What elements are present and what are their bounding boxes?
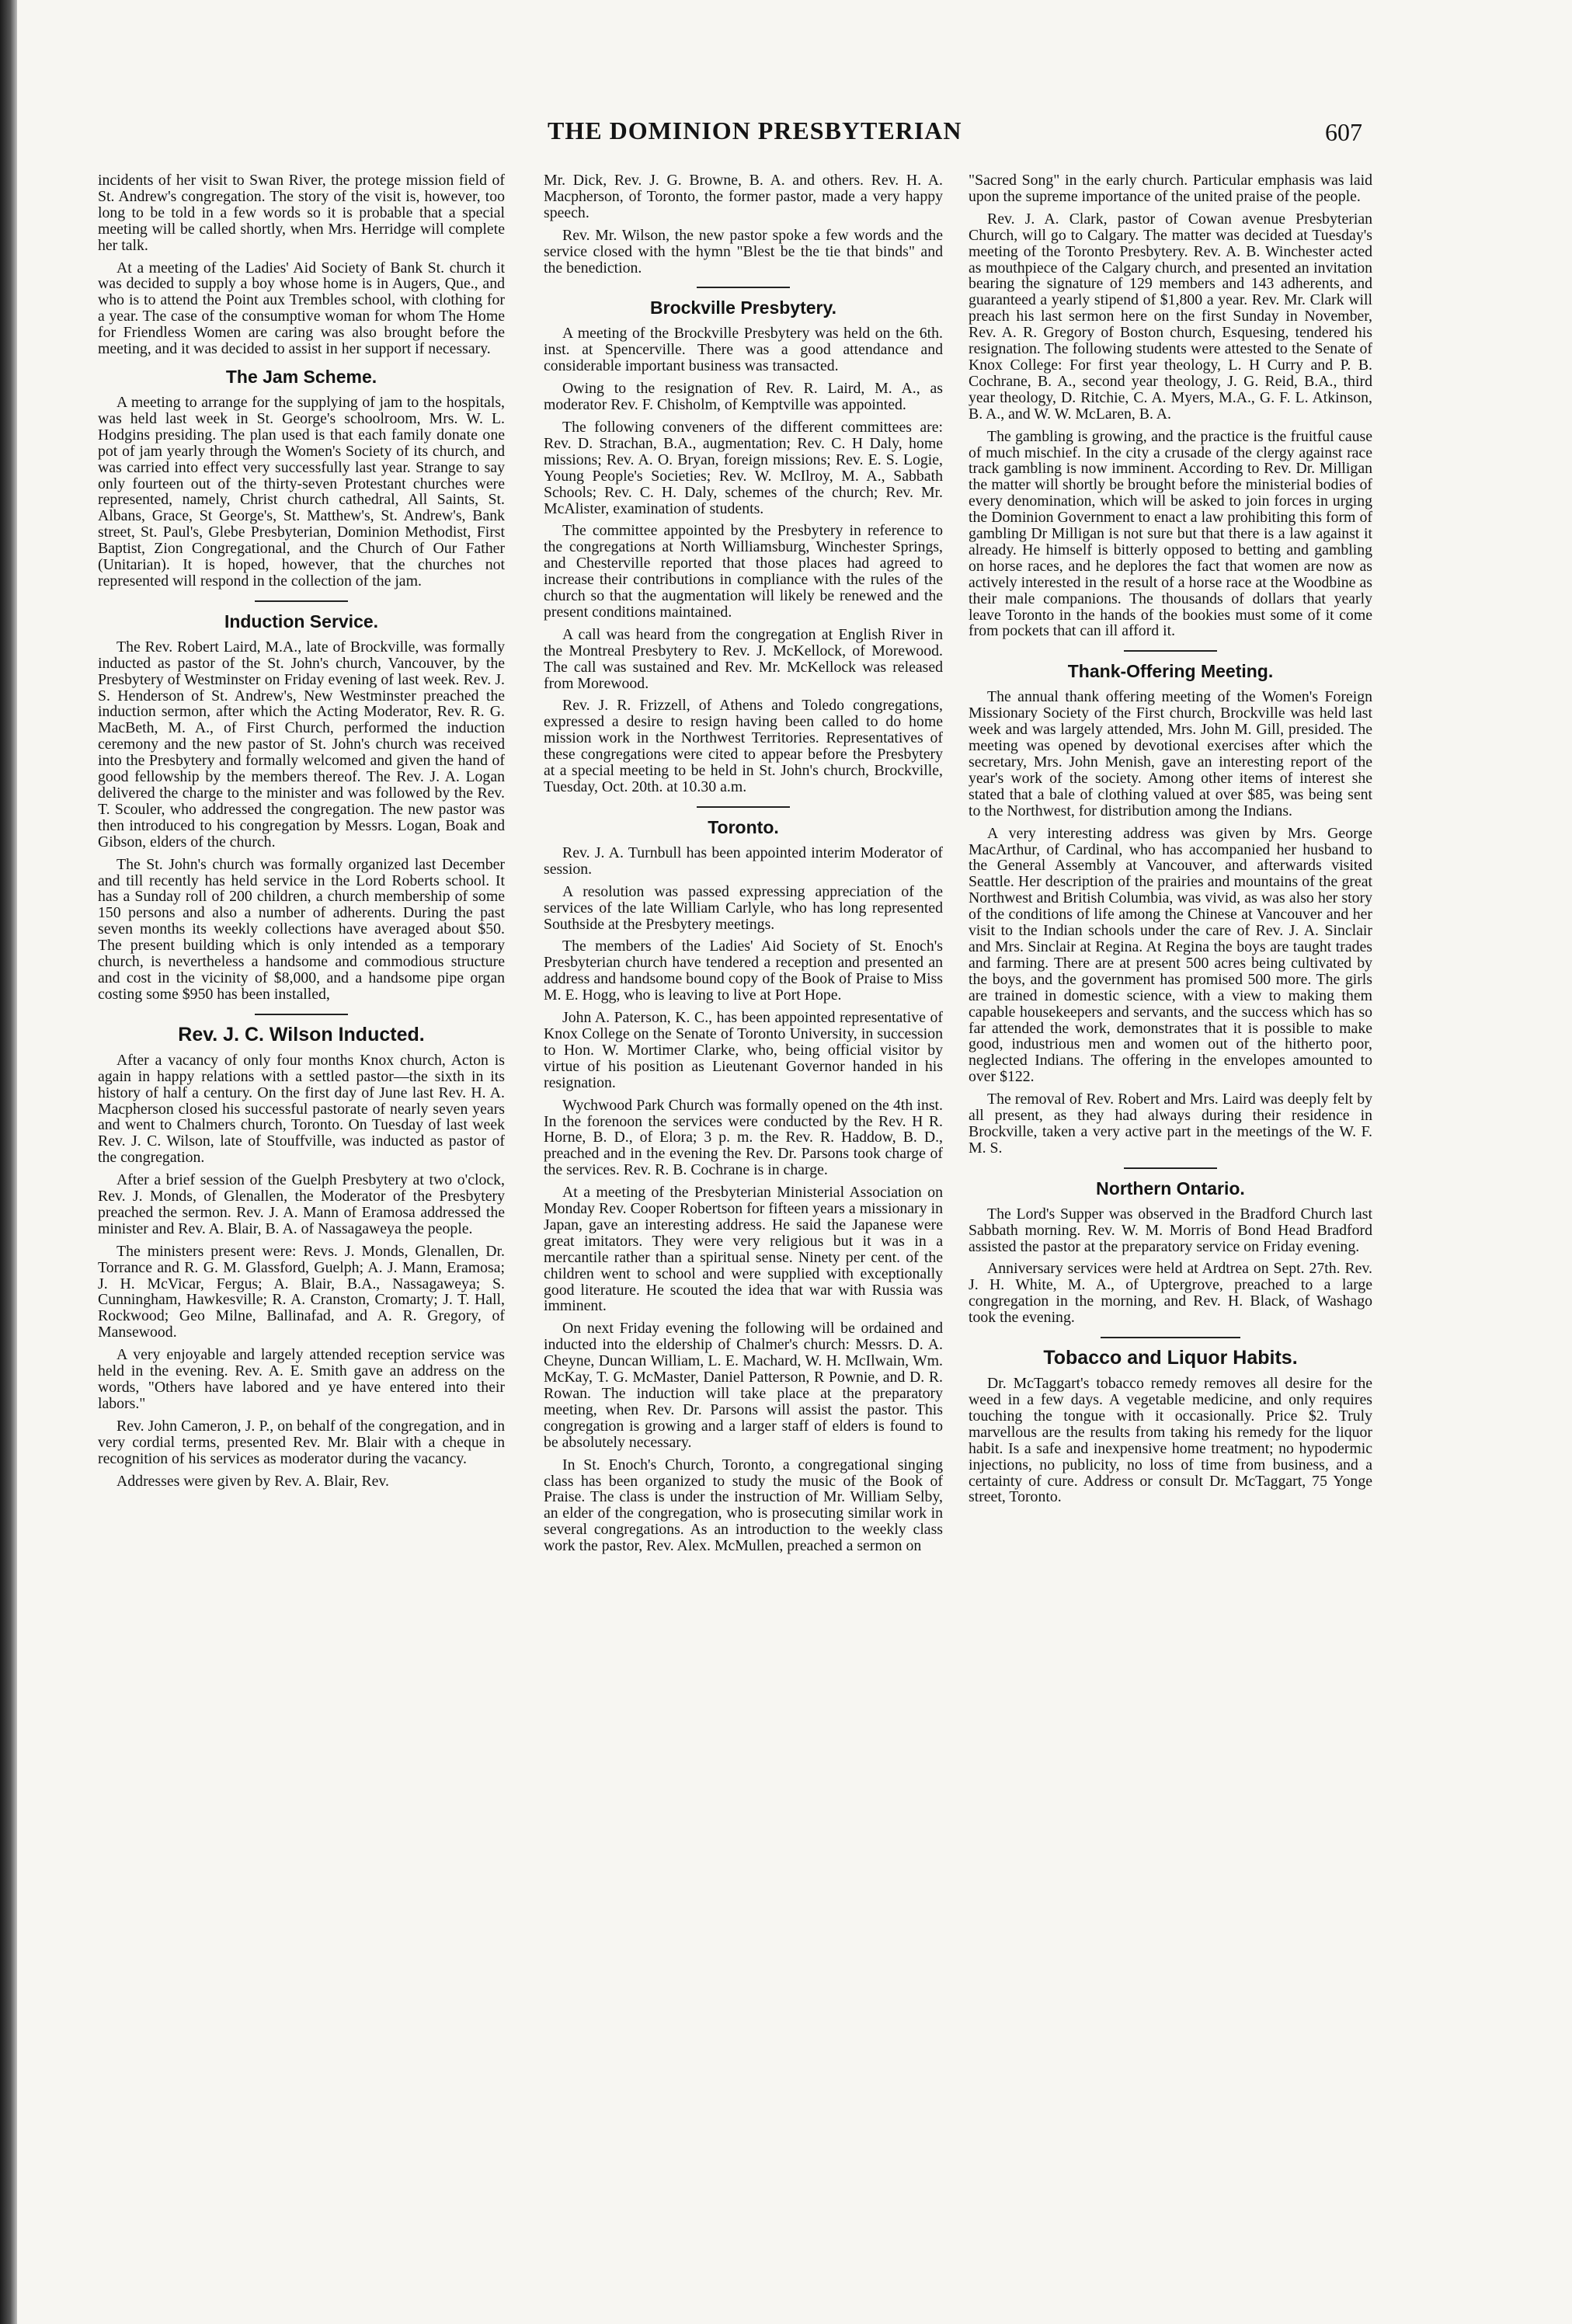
paragraph: Dr. McTaggart's tobacco remedy removes all desire for the weed in a few days. A vegetable medicine, and only requires touching the tongue with it occasionally. Price $2. Truly marvellous are the results from taking his remedy for the liquor habit. Is a safe and inexpensive home treatment; no hypodermic injections, no publicity, no loss of time from business, and a certainty of cure. Address or consult Dr. McTaggart, 75 Yonge street, Toronto. [969,1375,1372,1506]
column-2 [544,172,943,1560]
section-divider [255,1014,348,1015]
paragraph: The removal of Rev. Robert and Mrs. Laird was deeply felt by all present, as they had always during their residence in Brockville, taken a very active part in the meetings of the W. F. M. S. [969,1091,1372,1157]
page-number: 607 [1325,118,1362,146]
paragraph: Anniversary services were held at Ardtrea on Sept. 27th. Rev. J. H. White, M. A., of Uptergrove, preached to a large congregation in the morning, and Rev. H. Black, of Washago took the evening. [969,1260,1372,1327]
paragraph: The Lord's Supper was observed in the Bradford Church last Sabbath morning. Rev. W. M. Morris of Bond Head Bradford assisted the pastor at the preparatory service on Friday evening. [969,1205,1372,1255]
masthead: THE DOMINION PRESBYTERIAN [548,117,962,144]
section-divider [1124,1167,1217,1169]
column-3 [969,172,1372,1512]
paragraph: Rev. J. R. Frizzell, of Athens and Toledo congregations, expressed a desire to resign having been called to do home mission work in the Northwest Territories. Representatives of these congregations were cited to appear before the Presbytery at a special meeting to be held in St. John's church, Brockville, Tuesday, Oct. 20th. at 10.30 a.m. [544,697,943,795]
paragraph: "Sacred Song" in the early church. Particular emphasis was laid upon the supreme importance of the united praise of the people. [969,172,1372,205]
paragraph: The St. John's church was formally organized last December and till recently has held service in the Lord Roberts school. It has a Sunday roll of 200 children, a church membership of some 150 persons and also a number of adherents. During the past seven months its weekly collections have averaged about $50. The present building which is only intended as a temporary church, is nevertheless a handsome and commodious structure and cost in the vicinity of $8,000, and a handsome pipe organ costing some $950 has been installed, [98,855,505,1003]
section-divider [697,806,790,808]
section-divider [1101,1337,1240,1338]
paragraph: Wychwood Park Church was formally opened on the 4th inst. In the forenoon the services were conducted by the Rev. H R. Horne, B. D., of Elora; 3 p. m. the Rev. R. Haddow, B. D., preached and in the evening the Rev. Dr. Parsons took charge of the services. Rev. R. B. Cochrane is in charge. [544,1096,943,1179]
paragraph: incidents of her visit to Swan River, the protege mission field of St. Andrew's congregation. The story of the visit is, however, too long to be told in a few words so it is probable that a special meeting will be called shortly, when Mrs. Herridge will complete her talk. [98,172,505,254]
column-1 [98,172,505,1495]
paragraph: After a vacancy of only four months Knox church, Acton is again in happy relations with a settled pastor—the sixth in its history of half a century. On the first day of June last Rev. H. A. Macpherson closed his successful pastorate of nearly seven years and went to Chalmers church, Toronto. On Tuesday of last week Rev. J. C. Wilson, late of Stouffville, was inducted as pastor of the congregation. [98,1051,505,1167]
paragraph: The Rev. Robert Laird, M.A., late of Brockville, was formally inducted as pastor of the St. John's church, Vancouver, by the Presbytery of Westminster on Friday evening of last week. Rev. J. S. Henderson of St. Andrew's, New Westminster preached the induction sermon, after which the Acting Moderator, Rev. R. G. MacBeth, M. A., of First Church, performed the induction ceremony and the new pastor of St. John's church was received into the Presbytery and formally welcomed and given the hand of good fellowship by the members thereof. The Rev. J. A. Logan delivered the charge to the minister and was followed by the Rev. T. Scouler, who addressed the congregation. The new pastor was then introduced to his congregation by Messrs. Logan, Boak and Gibson, elders of the church. [98,638,505,851]
paragraph: Addresses were given by Rev. A. Blair, Rev. [117,1472,389,1490]
paragraph: The gambling is growing, and the practice is the fruitful cause of much mischief. In the city a crusade of the clergy against race track gambling is now imminent. According to Rev. Dr. Milligan the matter will shortly be brought before the ministerial bodies of every denomination, which will be asked to join forces in urging the Dominion Government to enact a law prohibiting this form of gambling Dr Milligan is not sure but that there is a law against it already. He himself is bitterly opposed to betting and gambling on horse races, and he deplores the fact that women are now as actively interested in the result of a horse race at the Woodbine as their male companions. The thousands of dollars that yearly leave Toronto in the hands of the bookies must some of it come from pockets that can ill afford it. [969,427,1372,640]
heading-wilson-inducted: Rev. J. C. Wilson Inducted. [178,1023,425,1045]
page-edge-shadow [0,0,17,2324]
paragraph: In St. Enoch's Church, Toronto, a congregational singing class has been organized to study the music of the Book of Praise. The class is under the instruction of Mr. William Selby, an elder of the congregation, who is prosecuting similar work in several congregations. As an introduction to the weekly class work the pastor, Rev. Alex. McMullen, preached a sermon on [544,1456,943,1555]
paragraph: The ministers present were: Revs. J. Monds, Glenallen, Dr. Torrance and R. G. M. Glassford, Guelph; A. J. Mann, Eramosa; J. H. McVicar, Fergus; A. Blair, B.A., Nassagaweya; S. Cunningham, Hawkesville; R. A. Cranston, Cromarty; J. T. Hall, Rockwood; Geo Milne, Ballinafad, and A. R. Gregory, of Mansewood. [98,1242,505,1341]
heading-tobacco-liquor: Tobacco and Liquor Habits. [1043,1347,1298,1369]
heading-jam-scheme: The Jam Scheme. [225,366,377,387]
paragraph: On next Friday evening the following will be ordained and inducted into the eldership of Chalmer's church: Messrs. D. A. Cheyne, Duncan William, L. E. Machard, W. H. McIlwain, Wm. McKay, T. G. McMaster, Daniel Patterson, R Pownie, and D. R. Rowan. The induction will take place at the preparatory meeting, when Rev. Dr. Parsons will assist the pastor. This congregation is growing and a larger staff of elders is found to be absolutely necessary. [544,1320,943,1451]
heading-brockville-presbytery: Brockville Presbytery. [650,297,836,318]
paragraph: At a meeting of the Presbyterian Ministerial Association on Monday Rev. Cooper Robertson for fifteen years a missionary in Japan, gave an interesting address. He said the Japanese were great imitators. They were very religious but it was in a mercantile rather than a spiritual sense. Ninety per cent. of the children went to school and were supplied with exceptionally good literature. He scouted the idea that war with Russia was imminent. [544,1184,943,1315]
paragraph: The committee appointed by the Presbytery in reference to the congregations at North Williamsburg, Winchester Springs, and Chesterville reported that those places had agreed to increase their contributions in compliance with the rules of the church so that the augmentation will likely be renewed and the present conditions maintained. [544,522,943,621]
paragraph: The annual thank offering meeting of the Women's Foreign Missionary Society of the First church, Brockville was held last week and was largely attended, Mrs. John M. Gill, presided. The meeting was opened by devotional exercises after which the secretary, Mrs. John Menish, gave an interesting report of the year's work of the society. Among other items of interest she stated that a bale of clothing valued at over $85, was being sent to the Northwest, for distribution among the Indians. [969,688,1372,819]
paragraph: A call was heard from the congregation at English River in the Montreal Presbytery to Rev. J. McKellock, of Morewood. The call was sustained and Rev. Mr. McKellock was released from Morewood. [544,625,943,692]
paragraph: A very enjoyable and largely attended reception service was held in the evening. Rev. A. E. Smith gave an address on the words, "Others have labored and ye have entered into their labors." [98,1346,505,1412]
paragraph: A very interesting address was given by Mrs. George MacArthur, of Cardinal, who has accompanied her husband to the General Assembly at Vancouver, and afterwards visited Seattle. Her description of the prairies and mountains of the great Northwest and British Columbia, was vivid, as was also her story of the conditions of life among the Chinese at Vancouver and her visit to the Indian schools under the care of Rev. J. A. Sinclair and Mrs. Sinclair at Regina. At Regina the boys are taught trades and farming. There are at present 500 acres being cultivated by the boys, and the government has promised 500 more. The girls are trained in domestic science, with a view to making them capable housekeepers and servants, and the success which has so far attended the work, demonstrates that it is possible to make good, industrious men and women out of the hitherto poor, neglected Indians. The offering in the envelopes amounted to over $122. [969,824,1372,1086]
paragraph: Rev. J. A. Turnbull has been appointed interim Moderator of session. [544,844,943,878]
paragraph: A resolution was passed expressing appreciation of the services of the late William Carlyle, who has long represented Southside at the Presbytery meetings. [544,882,943,933]
paragraph: At a meeting of the Ladies' Aid Society of Bank St. church it was decided to supply a boy whose home is in Augers, Que., and who is to attend the Point aux Trembles school, with clothing for a year. The case of the consumptive woman for whom The Home for Friendless Women are caring was also brought before the meeting, and it was decided to assist in her support if necessary. [98,259,505,358]
paragraph: A meeting to arrange for the supplying of jam to the hospitals, was held last week in St. George's schoolroom, Mrs. W. L. Hodgins presiding. The plan used is that each family donate one pot of jam yearly through the Women's Society of its church, and was carried into effect very successfully last year. Strange to say only fourteen out of the thirty-seven Protestant churches were represented, namely, Christ church cathedral, All Saints, St. Albans, Grace, St George's, St. Matthew's, St. Andrew's, Bank street, St. Paul's, Glebe Presbyterian, Dominion Methodist, First Baptist, Zion Congregational, and the Church of Our Father (Unitarian). It is hoped, however, that the churches not represented will respond in the collection of the jam. [98,393,505,590]
paragraph: Rev. Mr. Wilson, the new pastor spoke a few words and the service closed with the hymn "Blest be the tie that binds" and the benediction. [544,226,943,277]
page-header [0,117,1572,155]
paragraph: Rev. John Cameron, J. P., on behalf of the congregation, and in very cordial terms, presented Rev. Mr. Blair with a cheque in recognition of his services as moderator during the vacancy. [98,1417,505,1467]
paragraph: John A. Paterson, K. C., has been appointed representative of Knox College on the Senate of Toronto University, in succession to Hon. W. Mortimer Clarke, who, being official visitor by virtue of his position as Lieutenant Governor handed in his resignation. [544,1009,943,1091]
heading-thank-offering: Thank-Offering Meeting. [1067,661,1274,682]
section-divider [697,287,790,288]
section-divider [1124,650,1217,652]
heading-induction-service: Induction Service. [224,611,379,631]
paragraph: The following conveners of the different committees are: Rev. D. Strachan, B.A., augmentation; Rev. C. H Daly, home missions; Rev. A. O. Bryan, foreign missions; Rev. E. S. Logie, Young People's Societies; Rev. W. McIlroy, M. A., Sabbath Schools; Rev. C. H. Daly, schemes of the church; Rev. Mr. McAlister, examination of students. [544,418,943,517]
paragraph: Mr. Dick, Rev. J. G. Browne, B. A. and others. Rev. H. A. Macpherson, of Toronto, the former pastor, made a very happy speech. [544,172,943,221]
paragraph: Owing to the resignation of Rev. R. Laird, M. A., as moderator Rev. F. Chisholm, of Kemptville was appointed. [544,380,943,414]
section-divider [255,600,348,602]
heading-toronto: Toronto. [708,816,779,837]
paragraph: Rev. J. A. Clark, pastor of Cowan avenue Presbyterian Church, will go to Calgary. The matter was decided at Tuesday's meeting of the Toronto Presbytery. Rev. A. B. Winchester acted as mouthpiece of the Calgary church, and presented an invitation bearing the signature of 129 members and 143 adherents, and guaranteed a yearly stipend of $1,800 a year. Rev. Mr. Clark will preach his last sermon here on the first Sunday in November, Rev. A. R. Gregory of Boston church, Esquesing, tendered his resignation. The following students were attested to the Senate of Knox College: For first year theology, L. H Curry and P. B. Cochrane, B. A., second year theology, J. G. Reid, B.A., third year theology, D. Ritchie, C. A. Myers, M.A., G. F. L. Atkinson, B. A., and W. W. McLaren, B. A. [969,210,1372,423]
heading-northern-ontario: Northern Ontario. [1096,1178,1245,1199]
paragraph: The members of the Ladies' Aid Society of St. Enoch's Presbyterian church have tendered a reception and presented an address and handsome bound copy of the Book of Praise to Miss M. E. Hogg, who is leaving to live at Port Hope. [544,938,943,1004]
paragraph: A meeting of the Brockville Presbytery was held on the 6th. inst. at Spencerville. There was a good attendance and considerable important business was transacted. [544,325,943,375]
paragraph: After a brief session of the Guelph Presbytery at two o'clock, Rev. J. Monds, of Glenallen, the Moderator of the Presbytery preached the sermon. Rev. J. A. Mann of Eramosa addressed the minister and Rev. A. Blair, B. A. of Nassagaweya the people. [98,1171,505,1237]
